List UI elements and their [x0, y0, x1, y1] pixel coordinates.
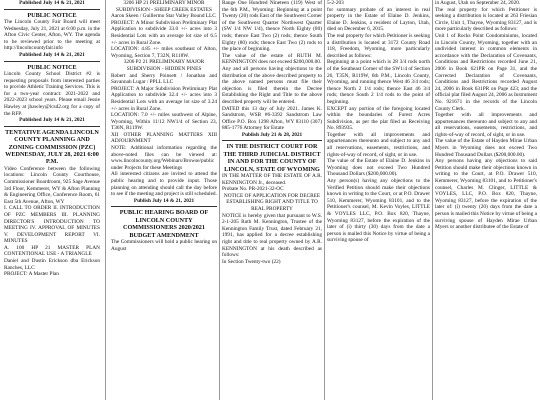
paragraph: Unit 1 of Rocks Point Condominiums, located in Lincoln County, Wyoming, together with an undivided interest in common elements in accordance with the Declaration of Covenants, Conditions and Restrictions recorded June 21, 2006 in Book 621PR on Page 31, and the Corrected Declaration of Covenants, Conditions and Restrictions recorded August 24, 2006 in Book 631PR on Page 423; and the official plat filed August 24, 2006 as Instrument No. 921671 in the records of the Lincoln County Clerk. [435, 32, 537, 112]
publication-line: Published July 14 & 21, 2021 [19, 51, 85, 58]
paragraph: Any person(s) having any objections to the Verified Petition should make their objections known in writing to the Court, or at P.O. Drawer 510, Kemmerer, Wyoming 83101, and to the Petitioner's counsel, M. Kevin Voyles, LITTLE & VOYLES LLC, P.O. Box 820, Thayne, Wyoming 83127, before the expiration of the later of (i) thirty (30) days from the date a person is mailed this Notice by virtue of being a surviving spouse of [327, 178, 430, 244]
agenda-items: I. CALL TO ORDER II. INTRODUCTION OF PZC MEMBERS III. PLANNING DIRECTOR'S INTRODUCTION TO MEETING IV. APPROVAL OF MINUTES V. DEVELOPMENT REPORT VI. MINUTES [4, 205, 100, 245]
publication-line: Published July 14 & 21, 2021 [19, 0, 85, 6]
notice-heading: NOTICE OF APPLICATION FOR DECREE ESTABLISHING RIGHT AND TITLE TO REAL PROPERTY [223, 192, 321, 213]
paragraph: Range One Hundred Nineteen (119) West of the 6th P.M., Wyoming: Beginning at a point Twenty (20) rods East of the Southwest Corner of the Southwest Quarter Northwest Quarter (SW 1/4 NW 1/4), thence North Eighty (80) rods; thence East Two (2) rods; thence South Eighty (80) rods; thence East Two (2) rods to the place of beginning. [222, 0, 322, 53]
paragraph: Together with all improvements and appurtenances thereunto and subject to any and all reservations, easements, restrictions, and rights-of-way of record, of sight, or in use. [435, 112, 537, 138]
notice-body: Lincoln County School District #2 is requesting proposals from interested parties to provide Athletic Training Services. This is for a two-year contract: 2021-2022 and 2022-2023 school years. Please email Jessie Hawley at jhawley@lcsd2.org for a copy of the RFP. [4, 70, 100, 117]
subdivision-heading: 3206 P2 21 PRELIMINARY MAJOR SUBDIVISION - HIDDEN PINES [123, 59, 205, 72]
divider [4, 9, 100, 10]
paragraph: EXCEPT any portion of the foregoing located within the boundaries of Forest Acres Subdivision, as per the plat filed as Receiving No. 893935. [327, 105, 430, 132]
column-2 [111, 0, 217, 400]
agenda-item: Daniel and Dustin Erickson dba Erickson Ranches, LLC [4, 258, 100, 271]
agenda-item: A. 100 HP 21 MASTER PLAN CONTENTIONAL USE - A TRIANGLE [4, 244, 100, 258]
column-divider [105, 0, 106, 400]
hearing-title: PUBLIC HEARING BOARD OF LINCOLN COUNTY COMMISSIONERS 2020/2021 BUDGET AMENDMENT [119, 209, 209, 239]
notice-title: PUBLIC NOTICE [27, 11, 77, 19]
paragraph: DATED this 13 day of July 2021. James K. Sandstrom, WSB #6-3392 Sandstrom Law Office P.O. Box 1298 Afton, WY 83110 (307) 885-1776 Attorney for Estate [222, 105, 322, 132]
column-5 [435, 0, 537, 400]
paragraph: Any and all persons having objections to the distribution of the above described property to the above named persons must file their objection is filed therein the Decree Establishing the Right and Title to the above described property will be entered. [222, 65, 322, 105]
divider [4, 126, 100, 127]
paragraph: The real property for which Petitioner is seeking a distribution is located at 3172 County Road 118, Freedom, Wyoming, more particularly described as follows: [327, 32, 430, 59]
paragraph: Robert and Sherry Poinsett / Jonathan and Savannah Lugar / PPLL LLC [111, 72, 217, 86]
paragraph: Aaron Skeen / Guillermo Star Valley Bound LLC [111, 13, 216, 20]
paragraph: PROJECT: A Major Subdivision Preliminary Plat Application to subdivide 32.4 +/- acres into 3 Residential Lots with an average lot size of 3.24 +/- acres in Rural Zone. [111, 85, 217, 112]
paragraph: in August, Utah on September 24, 2020. [435, 0, 521, 6]
paragraph: In Section Twenty-two (22) [222, 258, 281, 265]
column-divider [219, 0, 220, 400]
paragraph: IN THE MATTER OF THE ESTATE OF A.R. KENNINGTON Jr., deceased. [222, 173, 322, 186]
paragraph: The Commissioners will hold a public hearing on August [111, 239, 217, 252]
paragraph: Probate No. PR-2021-32-OC [222, 186, 284, 193]
paragraph: PROJECT: A Minor Subdivision Preliminary Plat Application to subdivide 33.0 +/- acres into 3 Residential Lots with an average lot size of 6.5 +/- acres in Rural Zone. [111, 19, 217, 46]
paragraph: All interested citizens are invited to attend the public hearing and to provide input. Those planning on attending should call the day before to see if the meeting and project is still scheduled. [111, 171, 217, 198]
paragraph: The real property for which Petitioner is seeking a distribution is located at 263 Friesian Circle, Unit 1, Thayne, Wyoming 83127, and is more particularly described as follows: [435, 6, 537, 33]
notice-body: The Lincoln County Fair Board will meet Wednesday, July 21, 2021 at 6:00 p.m. in the Afton Civic Center, Afton, WY. The agenda to be reviewed prior to the meeting at http://lincolncountyfair.info [4, 19, 100, 52]
publication-line: Published July 14 & 21, 2021 [19, 117, 85, 124]
agenda-item: PROJECT: A Master Plan [4, 271, 59, 278]
paragraph: NOTICE is hereby given that pursuant to W.S. 2-1-205 Ruth M. Kennington, Trustee of the Kennington Family Trust, dated February 21, 1991, has applied for a decree establishing right and title to real property owned by A.R. KENNINGTON at his death described as follows: [222, 212, 322, 259]
divider [111, 206, 217, 207]
paragraph: XII OTHER PLANNING MATTERS XIII ADJOURNMENT [111, 131, 217, 145]
column-divider [324, 0, 325, 400]
paragraph: LOCATION: 7.0 +/- miles southwest of Alpine, Wyoming, Within 11/12 NW1/4 of Section 23, T36N, R119W. [111, 112, 217, 132]
paragraph: 5-2-203 [327, 0, 344, 6]
divider [222, 140, 322, 141]
divider [4, 61, 100, 62]
paragraph: Any persons having any objections to said Petition should make their objections known in writing to the Court, at P.O. Drawer 510, Kemmerer, Wyoming 83101, and to Petitioner's counsel, Charles M. Clinger, LITTLE & VOYLES, LLC, P.O. Box 820, Thayne, Wyoming 83127, before the expiration of the later of: (i) twenty (20) days from the date a person is mailed this Notice by virtue of being a surviving spouse of Hayden Mirae Urban Myers or another distributee of the Estate of [435, 158, 537, 231]
paragraph: The value of the Estate of Hayden Mirae Urban Myers in Wyoming does not exceed Two Hundred Thousand Dollars ($200,000.00). [435, 138, 537, 158]
column-4 [327, 0, 430, 400]
paragraph: Together with all improvements and appurtenances thereunto and subject to any and all reservations, easements, restrictions, and rights-of-way of record, of sight, or in use. [327, 131, 430, 158]
subdivision-heading: 3206 HP 21 PRELIMINARY MINOR SUBDIVISION - SHEEP CREEK ESTATES [116, 0, 212, 13]
paragraph: LOCATION: 4.85 +/- miles southeast of Alton, Wyoming, Section 7, T32N, R118W. [111, 46, 217, 59]
publication-line: Publish July 14 & 21, 2021 [133, 197, 195, 204]
notice-title: PUBLIC NOTICE [27, 63, 77, 71]
column-3 [222, 0, 322, 400]
agenda-body: Video Conference between the following locations: Lincoln County Courthouse, Commissioner Boardroom, 925 Sage Avenue 3rd Floor, Kemmerer, WY & Afton Planning & Engineering Office, Conference Room, 61 East 5th Avenue, Afton, WY [4, 165, 100, 205]
paragraph: Beginning at a point which is 28 3/4 rods north of the Southeast Corner of the SW1/4 of Section 26, T35N, R119W, 6th P.M., Lincoln County, Wyoming, and running thence West 46 3/4 rods; thence North 2 1/4 rods; thence East 46 3/4 rods; thence South 2 1/4 rods to the point of beginning. [327, 59, 430, 105]
column-divider [432, 0, 433, 400]
column-1 [4, 0, 100, 400]
paragraph: The value of the Estate of Elaine D. Jenkins in Wyoming does not exceed Two Hundred Thousand Dollars ($200,000.00). [327, 158, 430, 178]
paragraph: The value of the estate of RUTH M. KENNINGTON does not exceed $200,000.00. [222, 52, 322, 66]
paragraph: NOTE: Additional information regarding the above-noted files can be viewed at: www.lincolncounty.org/Webinars/Browse/public under Projects for these Meetings [111, 145, 217, 171]
agenda-title: TENTATIVE AGENDA LINCOLN COUNTY PLANNING AND ZONING COMMISSION (PZC) WEDNESDAY, JULY 28, 2021 6:00 P.M. [5, 128, 99, 166]
publication-line: Publish July 21 & 28, 2021 [241, 131, 303, 138]
paragraph: for summary probate of an interest in real property in the Estate of Elaine D. Jenkins, Elaine D. Jenkins, a resident of Layton, Utah, died on December 6, 2015. [327, 6, 430, 33]
court-title: IN THE DISTRICT COURT FOR THE THIRD JUDICIAL DISTRICT IN AND FOR THE COUNTY OF LINCOLN, STATE OF WYOMING [223, 143, 321, 173]
